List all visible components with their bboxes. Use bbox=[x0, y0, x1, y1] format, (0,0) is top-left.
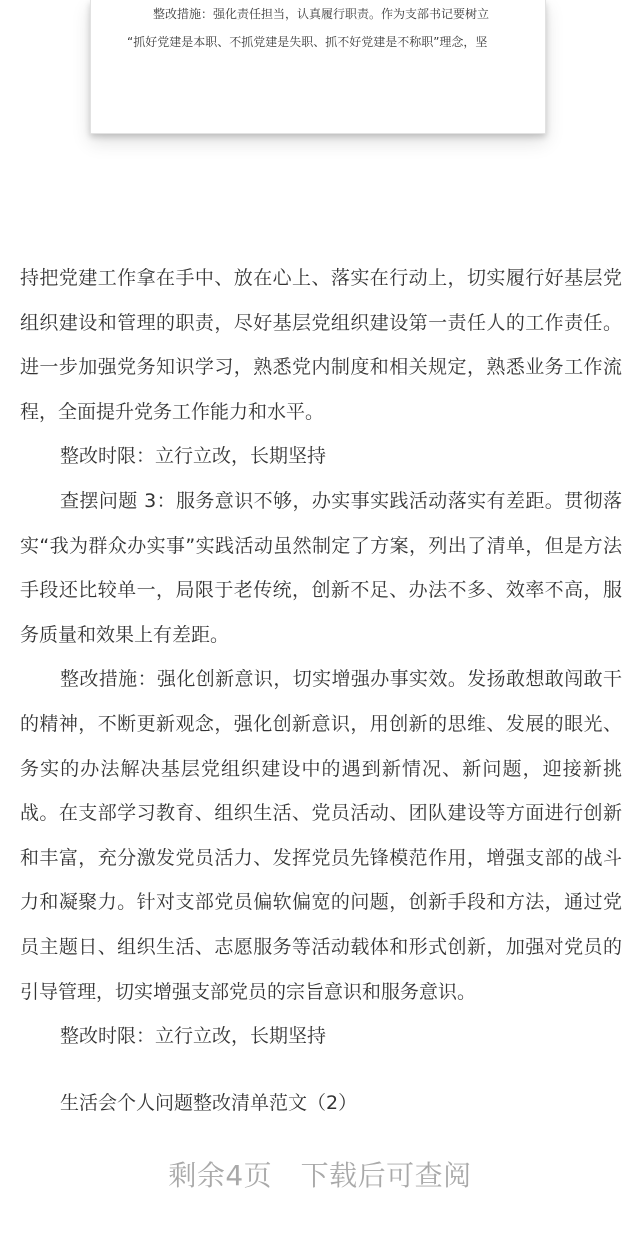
page-preview-card bbox=[90, 0, 546, 134]
preview-line-2: “抓好党建是本职、不抓党建是失职、抓不好党建是不称职”理念，坚 bbox=[127, 35, 488, 49]
paragraph-continuation: 持把党建工作拿在手中、放在心上、落实在行动上，切实履行好基层党组织建设和管理的职责，尽好基层党组织建设第一责任人的工作责任。进一步加强党务知识学习，熟悉党内制度和相关规定，熟悉业务工作流程，全面提升党务工作能力和水平。 bbox=[20, 267, 622, 423]
document-body bbox=[20, 256, 622, 1125]
section-heading: 生活会个人问题整改清单范文（2） bbox=[60, 1091, 358, 1114]
paragraph-deadline-2: 整改时限：立行立改，长期坚持 bbox=[60, 1025, 327, 1048]
remaining-pages-download-link[interactable]: 剩余4页 下载后可查阅 bbox=[168, 1159, 472, 1192]
paragraph-deadline-1: 整改时限：立行立改，长期坚持 bbox=[60, 445, 327, 468]
preview-line-1: 整改措施：强化责任担当，认真履行职责。作为支部书记要树立 bbox=[153, 7, 490, 21]
paragraph-issue-3: 查摆问题 3：服务意识不够，办实事实践活动落实有差距。贯彻落实“我为群众办实事”实践活动虽然制定了方案，列出了清单，但是方法手段还比较单一，局限于老传统，创新不足、办法不多、效率不高，服务质量和效果上有差距。 bbox=[20, 489, 622, 646]
paragraph-measures: 整改措施：强化创新意识，切实增强办事实效。发扬敢想敢闯敢干的精神，不断更新观念，强化创新意识，用创新的思维、发展的眼光、务实的办法解决基层党组织建设中的遇到新情况、新问题，迎接新挑战。在支部学习教育、组织生活、党员活动、团队建设等方面进行创新和丰富，充分激发党员活力、发挥党员先锋模范作用，增强支部的战斗力和凝聚力。针对支部党员偏软偏宽的问题，创新手段和方法，通过党员主题日、组织生活、志愿服务等活动载体和形式创新，加强对党员的引导管理，切实增强支部党员的宗旨意识和服务意识。 bbox=[20, 668, 622, 1003]
